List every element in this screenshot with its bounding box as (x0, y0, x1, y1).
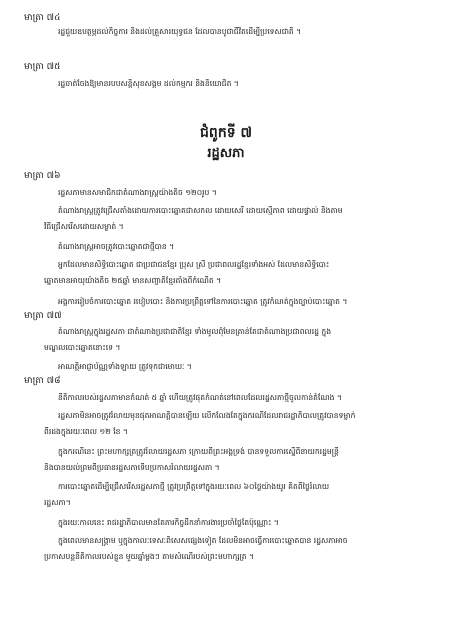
article-76-line: អង្គការរៀបចំការបោះឆ្នោត របៀបបោះ និងការប្រព្រឹត្តទៅនៃការបោះឆ្នោត ត្រូវកំណត់ក្នុងច្បាប់បោះឆ្នោត ។ (58, 297, 348, 306)
article-78-line: ក្នុងរយៈកាលនេះ រាជរដ្ឋាភិបាលមានតែភារកិច្ចដឹកនាំការងារប្រចាំថ្ងៃតែប៉ុណ្ណោះ ។ (58, 518, 279, 527)
chapter-title: រដ្ឋសភា (207, 146, 245, 161)
article-75-text: រដ្ឋចាត់ចែងឱ្យមានរបបសន្តិសុខសង្គម ដល់កម្មករ និងនិយោជិត ។ (58, 79, 239, 88)
article-78-line: ក្នុងពេលមានសង្គ្រាម ឬក្នុងកាលៈទេសៈពិសេសផ្សេងទៀត ដែលមិនអាចធ្វើការបោះឆ្នោតបាន រដ្ឋសភាអាច (58, 536, 348, 545)
article-76-line: រដ្ឋសភាមានសមាជិកជាតំណាងរាស្ត្រយ៉ាងតិច ១២០រូប ។ (58, 188, 217, 197)
article-78-line: ប្រកាសបន្តនីតិកាលរបស់ខ្លួន មួយឆ្នាំម្តងៗ តាមសំណើរបស់ព្រះមហាក្សត្រ ។ (44, 552, 255, 561)
article-78-heading: មាត្រា ៧៨ (24, 376, 61, 386)
chapter-number: ជំពូកទី ៧ (200, 125, 252, 141)
article-78-line: និងបានយល់ព្រមពីប្រធានរដ្ឋសភាទើបប្រកាសរំលាយរដ្ឋសភា ។ (44, 463, 220, 472)
article-78-line: រដ្ឋសភា។ (44, 498, 71, 507)
article-76-line: ឆ្នោតមានអាយុយ៉ាងតិច ២៥ឆ្នាំ មានសញ្ជាតិខ្មែរតាំងពីកំណើត ។ (44, 276, 222, 285)
article-78-line: ពីរដងក្នុងរយៈពេល ១២ ខែ ។ (44, 427, 128, 436)
article-78-line: នីតិកាលរបស់រដ្ឋសភាមានកំណត់ ៥ ឆ្នាំ ហើយត្រូវផុតកំណត់នៅពេលដែលរដ្ឋសភាថ្មីចូលកាន់តំណែង ។ (58, 393, 342, 402)
article-75-heading: មាត្រា ៧៥ (24, 62, 61, 72)
article-78-line: ក្នុងករណីនេះ ព្រះមហាក្សត្រត្រូវរំលាយរដ្ឋសភា ក្រោយពីព្រះអង្គទ្រង់ បានទទួលការស្នើពីនាយករដ្ឋមន្ត្រី (58, 447, 339, 456)
article-76-line: វិធីជ្រើសរើសដោយសម្ងាត់ ។ (44, 222, 124, 231)
article-77-line: តំណាងរាស្ត្រក្នុងរដ្ឋសភា ជាតំណាងប្រជាជាតិខ្មែរ ទាំងមូលពុំមែនគ្រាន់តែជាតំណាងប្រជាពលរដ្ឋ ក្នុង (58, 327, 332, 336)
article-76-line: តំណាងរាស្ត្រអាចត្រូវបោះឆ្នោតជាថ្មីបាន ។ (58, 242, 175, 251)
article-78-line: រដ្ឋសភាមិនអាចត្រូវរំលាយមុនផុតអាណត្តិបានឡើយ លើកលែងតែក្នុងករណីដែលរាជរដ្ឋាភិបាលត្រូវបានទម្លាក់ (58, 411, 356, 420)
article-74-text: រដ្ឋជួយឧបត្ថម្ភដល់កិច្ចការ និងដល់គ្រួសារយុទ្ធជន ដែលបានបូជាជីវិតដើម្បីប្រទេសជាតិ ។ (58, 27, 302, 36)
article-77-heading: មាត្រា ៧៧ (24, 311, 62, 321)
article-76-line: អ្នកដែលមានសិទ្ធិបោះឆ្នោត ជាប្រជាជនខ្មែរ ប្រុស ស្រី ប្រជាពលរដ្ឋខ្មែរទាំងអស់ ដែលមានសិទ្ធិបោះ (58, 260, 330, 269)
article-76-line: តំណាងរាស្ត្រត្រូវជ្រើសតាំងដោយការបោះឆ្នោតជាសកល ដោយសេរី ដោយស្មើភាព ដោយផ្ទាល់ និងតាម (58, 206, 343, 215)
article-76-heading: មាត្រា ៧៦ (24, 171, 61, 181)
article-77-line: អាណត្តិអាជ្ញាប័ណ្ណទាំងឡាយ ត្រូវទុកជាមោឃៈ ។ (58, 362, 192, 371)
article-78-line: ការបោះឆ្នោតដើម្បីជ្រើសរើសរដ្ឋសភាថ្មី ត្រូវប្រព្រឹត្តទៅក្នុងរយៈពេល ៦០ថ្ងៃយ៉ាងយូរ គិតពីថ្ងៃរំលាយ (58, 482, 330, 491)
article-77-line: មណ្ឌលបោះឆ្នោតនោះទេ ។ (44, 343, 121, 352)
article-74-heading: មាត្រា ៧៤ (24, 13, 61, 23)
